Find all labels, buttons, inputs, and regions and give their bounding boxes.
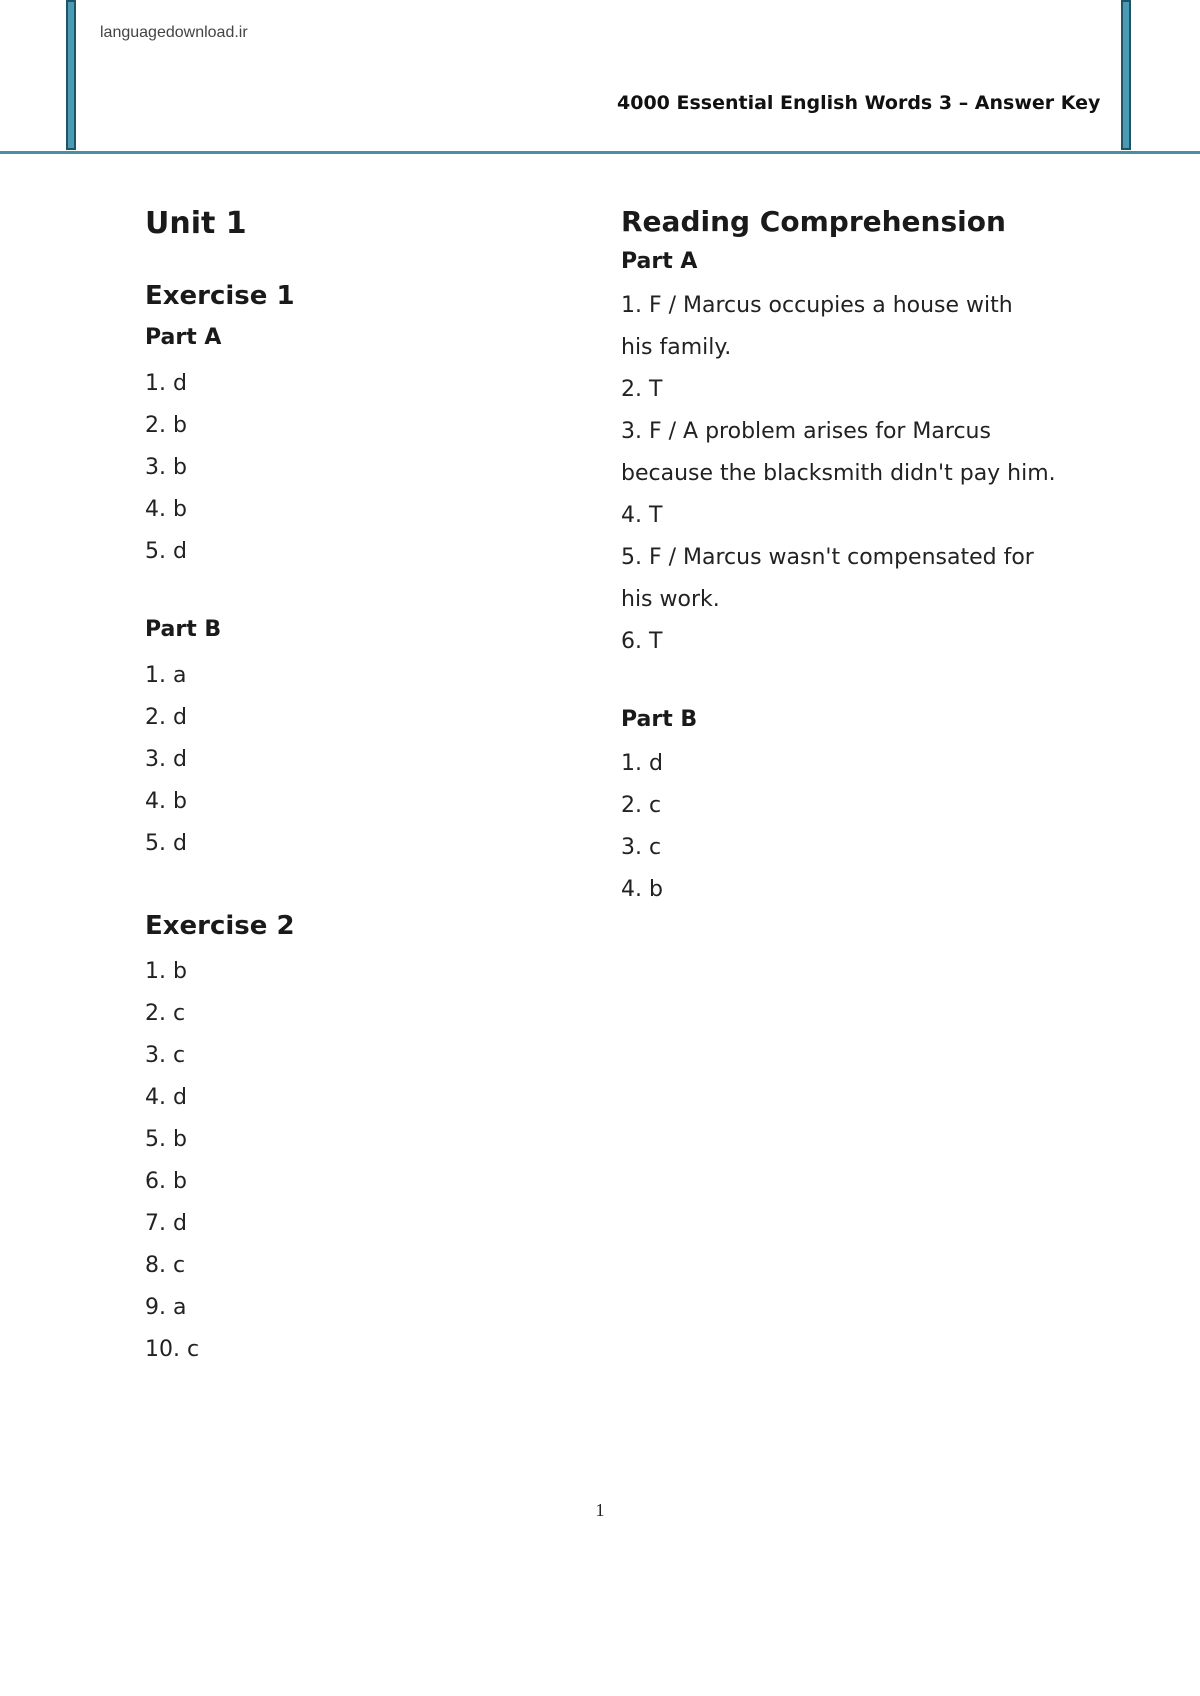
exercise-1-part-a-title: Part A [145, 325, 222, 350]
answer-item: 1. a [145, 663, 187, 688]
watermark-text: languagedownload.ir [100, 24, 248, 41]
answer-item: 2. d [145, 705, 187, 730]
unit-title: Unit 1 [145, 206, 247, 241]
reading-part-b-title: Part B [621, 707, 698, 732]
header-decor-bar-left [66, 0, 76, 150]
answer-item: 6. T [621, 629, 663, 654]
answer-item: because the blacksmith didn't pay him. [621, 461, 1056, 486]
exercise-1-title: Exercise 1 [145, 281, 295, 311]
answer-item: 2. c [621, 793, 662, 818]
exercise-1-part-a-list [145, 363, 585, 573]
answer-item: 3. F / A problem arises for Marcus [621, 419, 991, 444]
answer-item: 8. c [145, 1253, 186, 1278]
header-rule [0, 151, 1200, 154]
answer-item: 4. d [145, 1085, 187, 1110]
exercise-1-part-b-title: Part B [145, 617, 222, 642]
exercise-1-part-b-list [145, 655, 585, 865]
answer-item: 2. T [621, 377, 663, 402]
reading-part-a-list [621, 285, 1081, 663]
answer-item: 1. F / Marcus occupies a house with [621, 293, 1013, 318]
answer-item: 7. d [145, 1211, 187, 1236]
answer-item: 5. d [145, 539, 187, 564]
answer-item: 1. b [145, 959, 187, 984]
answer-item: 5. d [145, 831, 187, 856]
answer-item: 6. b [145, 1169, 187, 1194]
right-column [621, 205, 1081, 911]
answer-item: 1. d [145, 371, 187, 396]
page-number: 1 [595, 1500, 605, 1520]
answer-item: 5. F / Marcus wasn't compensated for [621, 545, 1034, 570]
header-decor-bar-right [1121, 0, 1131, 150]
answer-item: 4. T [621, 503, 663, 528]
reading-part-a-title: Part A [621, 249, 698, 274]
left-column [145, 205, 585, 1371]
exercise-2-title: Exercise 2 [145, 911, 295, 941]
answer-item: 3. d [145, 747, 187, 772]
reading-part-b-list [621, 743, 1081, 911]
answer-item: 9. a [145, 1295, 187, 1320]
answer-item: his work. [621, 587, 720, 612]
exercise-2-list [145, 951, 585, 1371]
answer-item: 3. b [145, 455, 187, 480]
answer-item: 2. c [145, 1001, 186, 1026]
answer-item: 1. d [621, 751, 663, 776]
answer-item: 3. c [145, 1043, 186, 1068]
answer-item: 4. b [145, 789, 187, 814]
answer-item: 4. b [621, 877, 663, 902]
answer-item: 3. c [621, 835, 662, 860]
answer-item: his family. [621, 335, 732, 360]
reading-comprehension-title: Reading Comprehension [621, 205, 1006, 238]
answer-item: 4. b [145, 497, 187, 522]
document-title: 4000 Essential English Words 3 – Answer Key [617, 92, 1101, 114]
answer-item: 5. b [145, 1127, 187, 1152]
answer-item: 2. b [145, 413, 187, 438]
answer-item: 10. c [145, 1337, 200, 1362]
